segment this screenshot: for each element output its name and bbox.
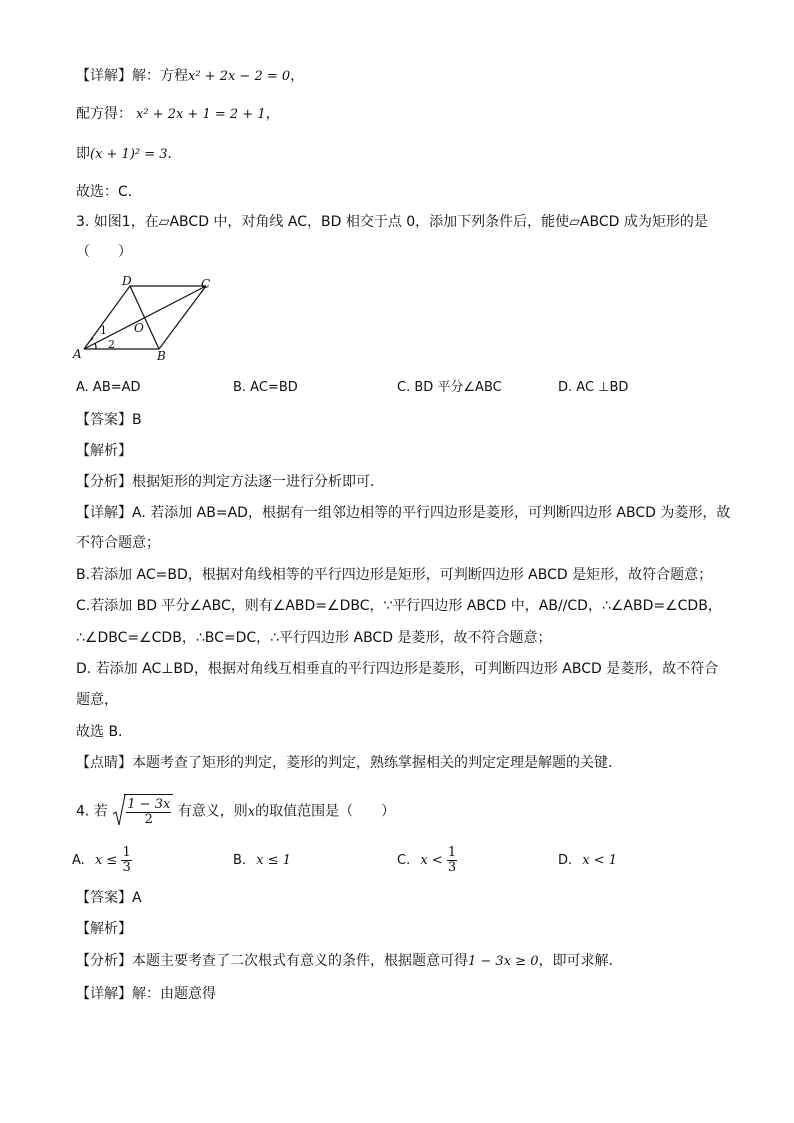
q3-option-d: D. AC ⊥BD [558, 380, 629, 395]
q3-detail-6: D. 若添加 AC⊥BD，根据对角线互相垂直的平行四边形是菱形，可判断四边形 ABCD 是菱形，故不符合 [76, 661, 719, 677]
q4-option-a: A. x ≤ $\frac{1}{3}$ [72, 845, 131, 875]
q3-detail-5: ∴∠DBC=∠CDB，∴BC=DC，∴平行四边形 ABCD 是菱形，故不符合题意； [76, 630, 552, 646]
q4-option-c: C. x < $\frac{1}{3}$ [397, 845, 457, 875]
q3-option-a: A. AB=AD [76, 380, 141, 395]
question-3-paren: （ ） [76, 244, 132, 260]
line-complete-square: 配方得： x² + 2x + 1 = 2 + 1， [76, 106, 280, 122]
line-solution-equation: 【详解】解：方程x² + 2x − 2 = 0， [76, 68, 305, 84]
diagonal-bd [130, 286, 159, 349]
question-3-stem: 3. 如图1，在▱ABCD 中，对角线 AC，BD 相交于点 0，添加下列条件后，能使▱ABCD 成为矩形的是 [76, 214, 708, 230]
q3-jiexi-heading: 【解析】 [76, 443, 132, 459]
q3-key-point: 【点睛】本题考查了矩形的判定，菱形的判定，熟练掌握相关的判定定理是解题的关键. [76, 755, 613, 771]
parallelogram-figure [70, 274, 220, 366]
label-angle-2: 2 [108, 338, 115, 351]
q3-detail-4: C.若添加 BD 平分∠ABC，则有∠ABD=∠DBC，∵平行四边形 ABCD 中，AB//CD，∴∠ABD=∠CDB， [76, 598, 722, 614]
label-a: A [73, 347, 82, 361]
q3-option-c: C. BD 平分∠ABC [397, 380, 502, 395]
label-b: B [157, 349, 166, 363]
line-choose-c: 故选：C． [76, 184, 142, 200]
label-d: D [122, 274, 132, 288]
q3-detail-3: B.若添加 AC=BD，根据对角线相等的平行四边形是矩形，可判断四边形 ABCD 是矩形，故符合题意； [76, 567, 713, 583]
tag-xiangjie: 【详解】 [76, 68, 132, 84]
q3-answer: 【答案】B [76, 412, 142, 428]
q3-detail-8: 故选 B. [76, 724, 123, 740]
q3-detail-2: 不符合题意； [76, 535, 160, 551]
q4-jiexi-heading: 【解析】 [76, 921, 132, 937]
q4-analysis: 【分析】本题主要考查了二次根式有意义的条件，根据题意可得1 − 3x ≥ 0，即可求解． [76, 953, 623, 969]
line-result: 即(x + 1)² = 3． [76, 146, 182, 162]
q3-detail-1: 【详解】A. 若添加 AB=AD，根据有一组邻边相等的平行四边形是菱形，可判断四边形 ABCD 为菱形，故 [76, 505, 731, 521]
sqrt-expression: $\frac{1 - 3x}{2}$ [112, 794, 173, 829]
q3-option-b: B. AC=BD [233, 380, 298, 395]
radical-sign [112, 794, 126, 828]
q4-answer: 【答案】A [76, 890, 142, 906]
question-4-stem: 4. 若 $\frac{1 - 3x}{2}$ 有意义，则x的取值范围是（ ） [76, 794, 395, 830]
label-c: C [201, 277, 211, 291]
q4-option-d: D. x < 1 [558, 853, 618, 868]
q3-analysis: 【分析】根据矩形的判定方法逐一进行分析即可. [76, 474, 375, 490]
label-angle-1: 1 [100, 324, 107, 337]
angle-arc-2 [95, 343, 96, 349]
label-o: O [134, 321, 144, 335]
q4-detail: 【详解】解：由题意得 [76, 986, 216, 1002]
q3-detail-7: 题意， [76, 692, 118, 708]
side-bc [159, 286, 206, 349]
q4-option-b: B. x ≤ 1 [233, 853, 291, 868]
